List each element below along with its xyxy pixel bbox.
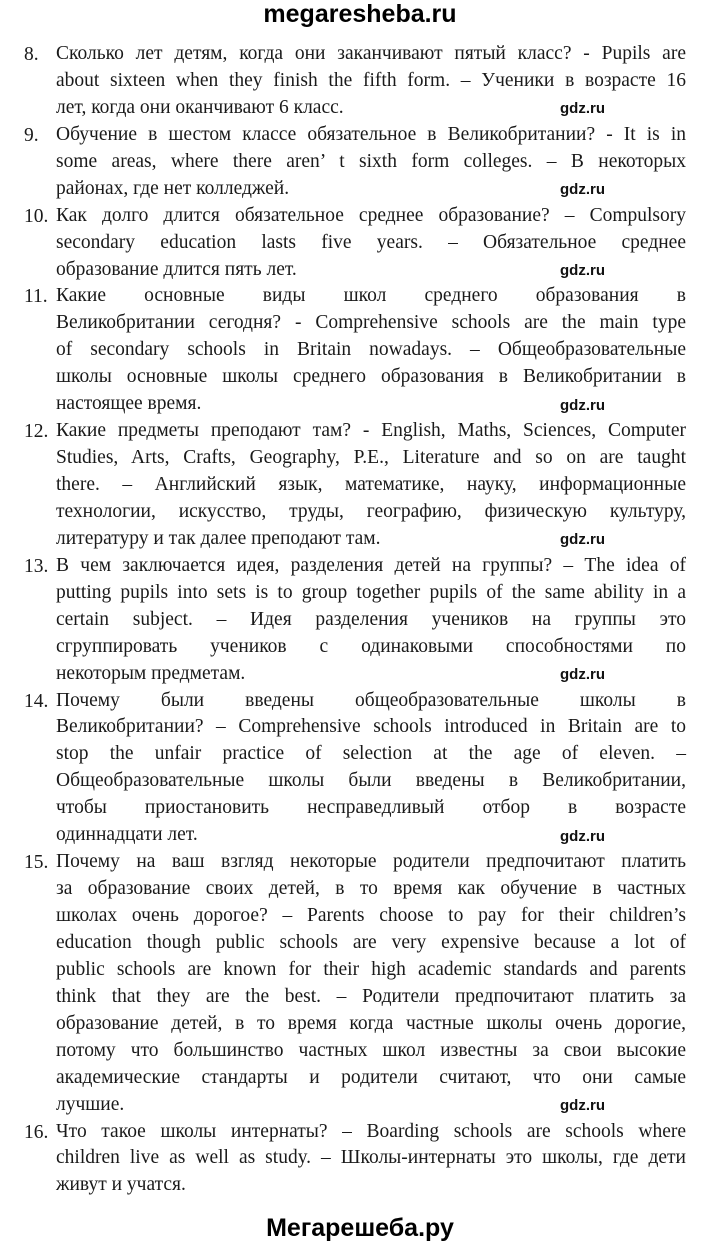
- item-text-line: of secondary schools in Britain nowadays. – Общеобразовательные: [56, 339, 686, 361]
- item-text-line: putting pupils into sets is to group together pupils of the same ability in a: [56, 581, 686, 603]
- answer-item: [0, 41, 720, 122]
- site-footer: Мегарешеба.ру: [266, 1214, 454, 1242]
- item-text-line: Почему были введены общеобразовательные школы в: [56, 689, 686, 711]
- item-text-line: secondary education lasts five years. – Обязательное среднее: [56, 231, 686, 253]
- answer-item: [0, 418, 720, 553]
- item-number: 15.: [24, 852, 49, 874]
- item-text-line: образование детей, в то время когда частные школы очень дорогие,: [56, 1012, 686, 1034]
- item-text-line: Сколько лет детям, когда они заканчивают пятый класс? - Pupils are: [56, 43, 686, 64]
- item-text-line: Какие основные виды школ среднего образования в: [56, 285, 686, 307]
- item-text-line: лет, когда они оканчивают 6 класс.: [56, 96, 344, 118]
- item-number: 9.: [24, 124, 39, 146]
- watermark: gdz.ru: [560, 531, 605, 548]
- watermark: gdz.ru: [560, 1097, 605, 1114]
- item-text-line: Почему на ваш взгляд некоторые родители предпочитают платить: [56, 851, 686, 873]
- watermark: gdz.ru: [560, 397, 605, 414]
- item-text-line: живут и учатся.: [56, 1174, 186, 1196]
- item-text-line: think that they are the best. – Родители предпочитают платить за: [56, 985, 686, 1007]
- item-text-line: public schools are known for their high academic standards and parents: [56, 958, 686, 980]
- item-text-line: there. – Английский язык, математике, науку, информационные: [56, 474, 686, 495]
- item-text-line: certain subject. – Идея разделения учеников на группы это: [56, 608, 686, 630]
- item-text-line: Что такое школы интернаты? – Boarding schools are schools where: [56, 1120, 686, 1142]
- item-number: 16.: [24, 1121, 49, 1143]
- answer-list: [0, 41, 720, 1199]
- item-text-line: children live as well as study. – Школы-интернаты это школы, где дети: [56, 1147, 686, 1169]
- item-text-line: сгруппировать учеников с одинаковыми способностями по: [56, 635, 686, 657]
- item-text-line: Общеобразовательные школы были введены в Великобритании,: [56, 770, 686, 792]
- answer-item: [0, 849, 720, 1118]
- item-text-line: некоторым предметам.: [56, 662, 246, 684]
- answer-item: [0, 1119, 720, 1200]
- item-text-line: потому что большинство частных школ известны за свои высокие: [56, 1039, 686, 1061]
- answer-item: [0, 122, 720, 203]
- item-text-line: Studies, Arts, Crafts, Geography, P.E., Literature and so on are taught: [56, 447, 686, 469]
- item-text-line: В чем заключается идея, разделения детей на группы? – The idea of: [56, 554, 686, 576]
- item-number: 13.: [24, 555, 49, 577]
- item-text-line: настоящее время.: [56, 393, 202, 415]
- item-text-line: Великобритании? – Comprehensive schools introduced in Britain are to: [56, 716, 686, 738]
- item-number: 10.: [24, 205, 49, 227]
- answer-item: [0, 553, 720, 688]
- item-number: 14.: [24, 690, 49, 712]
- item-text-line: технологии, искусство, труды, географию, физическую культуру,: [56, 500, 686, 522]
- item-text-line: литературу и так далее преподают там.: [56, 527, 381, 549]
- item-number: 8.: [24, 44, 39, 65]
- answer-item: [0, 283, 720, 418]
- item-text-line: лучшие.: [56, 1093, 125, 1115]
- item-number: 11.: [24, 286, 48, 308]
- watermark: gdz.ru: [560, 181, 605, 198]
- item-text-line: чтобы приостановить несправедливый отбор в возрасте: [56, 797, 686, 819]
- site-header: megaresheba.ru: [263, 0, 457, 28]
- item-text-line: академические стандарты и родители считают, что они самые: [56, 1066, 686, 1088]
- item-text-line: за образование своих детей, в то время как обучение в частных: [56, 878, 686, 900]
- answer-item: [0, 688, 720, 850]
- item-text-line: образование длится пять лет.: [56, 258, 297, 280]
- item-text-line: stop the unfair practice of selection at the age of eleven. –: [56, 743, 686, 765]
- item-text-line: Как долго длится обязательное среднее образование? – Compulsory: [56, 204, 686, 226]
- item-text-line: одиннадцати лет.: [56, 824, 198, 846]
- item-text-line: районах, где нет колледжей.: [56, 177, 290, 199]
- item-text-line: some areas, where there aren’ t sixth form colleges. – В некоторых: [56, 150, 686, 172]
- item-text-line: Обучение в шестом классе обязательное в Великобритании? - It is in: [56, 123, 686, 145]
- answer-item: [0, 203, 720, 284]
- item-text-line: Какие предметы преподают там? - English, Maths, Sciences, Computer: [56, 420, 686, 442]
- watermark: gdz.ru: [560, 262, 605, 279]
- item-text-line: about sixteen when they finish the fifth form. – Ученики в возрасте 16: [56, 69, 686, 91]
- watermark: gdz.ru: [560, 666, 605, 683]
- item-text-line: Великобритании сегодня? - Comprehensive schools are the main type: [56, 312, 686, 334]
- watermark: gdz.ru: [560, 828, 605, 845]
- item-text-line: education though public schools are very expensive because a lot of: [56, 931, 686, 953]
- item-text-line: школы основные школы среднего образования в Великобритании в: [56, 366, 686, 388]
- item-number: 12.: [24, 421, 49, 443]
- item-text-line: школах очень дорогое? – Parents choose to pay for their children’s: [56, 905, 686, 926]
- watermark: gdz.ru: [560, 100, 605, 117]
